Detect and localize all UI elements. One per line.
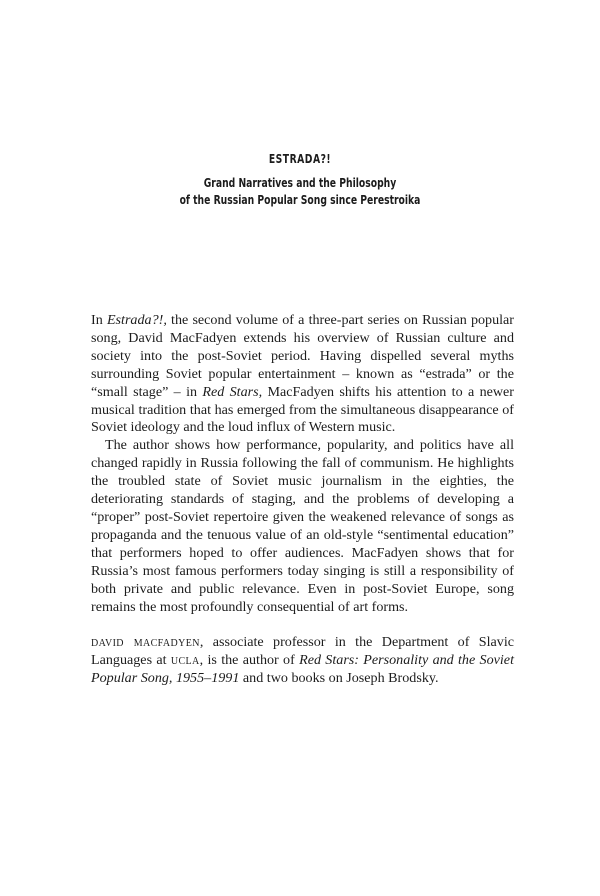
title-block bbox=[0, 150, 600, 208]
blurb-paragraph-2: The author shows how performance, popularity, and politics have all changed rapidly in Russia following the fall of communism. He highlights the troubled state of Soviet music journalism in the eighties, the deteriorating standards of staging, and the problems of developing a “proper” post-Soviet repertoire given the weakened relevance of songs as propaganda and the tenuous value of an old-style “sentimental education” that performers hoped to offer audiences. MacFadyen shows that for Russia’s most famous performers today singing is still a responsibility of both private and public relevance. Even in post-Soviet Europe, song remains the most profoundly consequential of art forms. bbox=[91, 437, 514, 615]
p1-italic-red-stars: Red Stars, bbox=[202, 383, 263, 400]
bio-text-1: , associate professor in the Department of Slavic Languages at bbox=[91, 634, 514, 669]
subtitle-line-1: Grand Narratives and the Philosophy bbox=[203, 175, 397, 190]
p1-text-3: MacFadyen shifts his attention to a newer musical tradition that has emerged from the simultaneous disappearance of Soviet ideology and the loud influx of Western music. bbox=[91, 383, 515, 436]
bio-text-3: and two books on Joseph Brodsky. bbox=[239, 670, 439, 687]
p1-text-1: In bbox=[91, 312, 107, 328]
p1-text-2: the second volume of a three-part series on Russian popular song, David MacFadyen extends his overview of Russian culture and society into the post-Soviet period. Having dispelled several myths surrounding Soviet popular entertainment – known as “estrada” or the “small stage” – in bbox=[91, 312, 514, 400]
bio-book-title: Red Stars: Personality and the Soviet Popular Song, 1955–1991 bbox=[91, 652, 514, 687]
book-subtitle bbox=[54, 174, 546, 208]
p1-italic-estrada: Estrada?!, bbox=[106, 312, 167, 328]
blurb-body bbox=[91, 312, 514, 688]
subtitle-line-2: of the Russian Popular Song since Perestroika bbox=[179, 192, 421, 207]
author-name: david macfadyen bbox=[91, 634, 200, 651]
bio-text-2: , is the author of bbox=[199, 652, 300, 669]
blurb-paragraph-1 bbox=[91, 312, 514, 437]
bio-ucla: ucla bbox=[170, 652, 200, 669]
book-title: ESTRADA?! bbox=[268, 151, 332, 166]
author-bio bbox=[91, 634, 514, 688]
